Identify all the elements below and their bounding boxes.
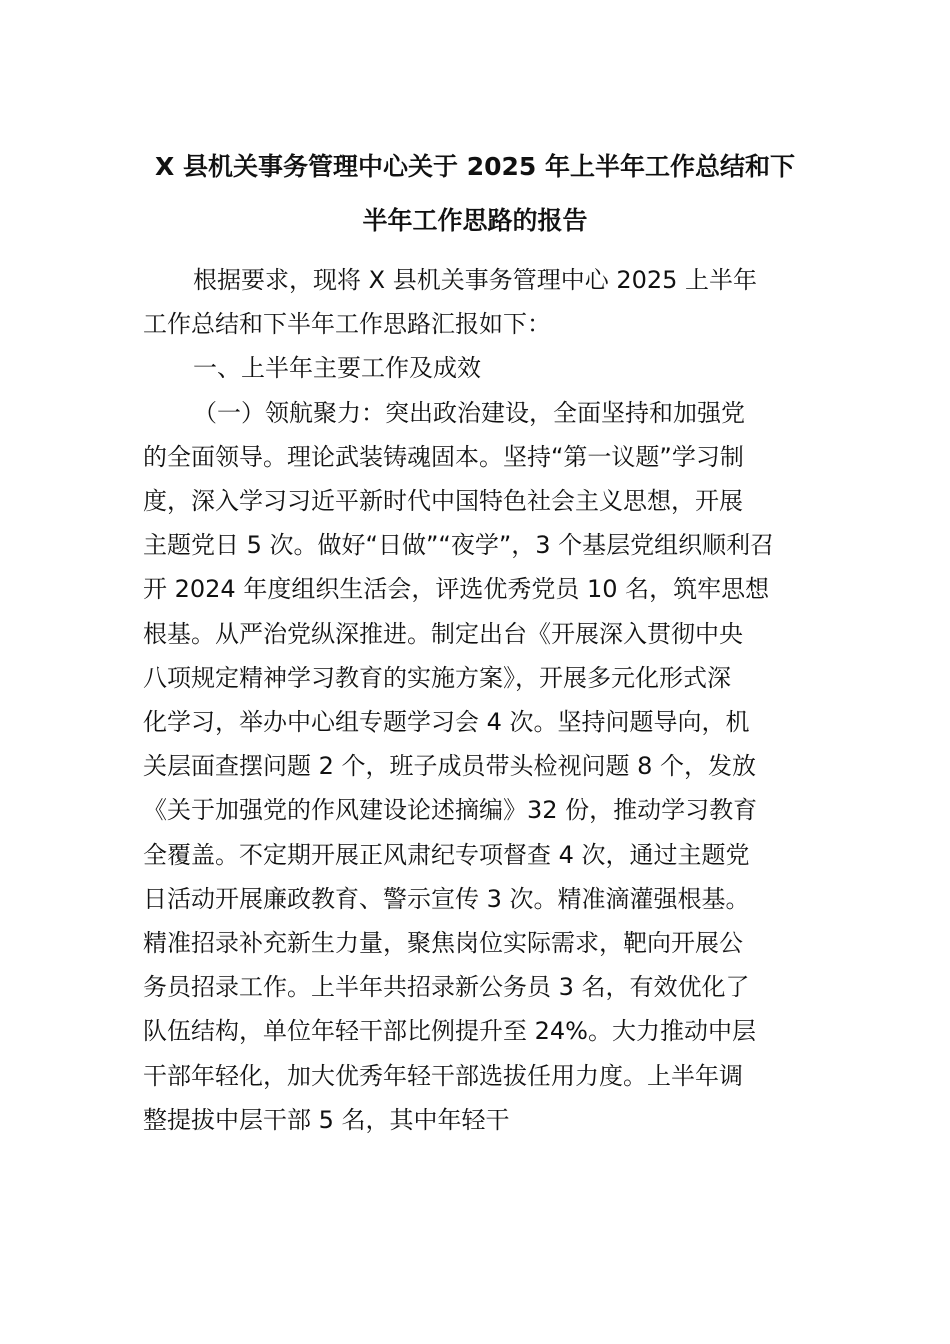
document-title: [140, 140, 810, 248]
paragraph-line: （一）领航聚力：突出政治建设，全面坚持和加强党: [193, 398, 745, 427]
paragraph-line: 化学习，举办中心组专题学习会 4 次。坚持问题导向，机: [143, 708, 750, 737]
section-heading: [143, 346, 811, 390]
paragraph-line: 精准招录补充新生力量，聚焦岗位实际需求，靶向开展公: [143, 929, 743, 958]
paragraph-line: 八项规定精神学习教育的实施方案》，开展多元化形式深: [143, 663, 731, 692]
paragraph-line: 度，深入学习习近平新时代中国特色社会主义思想，开展: [143, 487, 743, 516]
paragraph-line: 开 2024 年度组织生活会，评选优秀党员 10 名，筑牢思想: [143, 575, 770, 604]
paragraph-line: 工作总结和下半年工作思路汇报如下：: [143, 310, 551, 339]
paragraph-line: 干部年轻化，加大优秀年轻干部选拔任用力度。上半年调: [143, 1061, 743, 1090]
paragraph-line: 主题党日 5 次。做好“日做”“夜学”，3 个基层党组织顺利召: [143, 531, 775, 560]
paragraph-line: 整提拔中层干部 5 名，其中年轻干: [143, 1105, 510, 1134]
paragraph-line: 《关于加强党的作风建设论述摘编》32 份，推动学习教育: [143, 796, 758, 825]
intro-paragraph: [143, 258, 811, 346]
section-heading-text: 一、上半年主要工作及成效: [193, 354, 481, 383]
paragraph-line: 日活动开展廉政教育、警示宣传 3 次。精准滴灌强根基。: [143, 884, 750, 913]
paragraph-line: 根据要求，现将 X 县机关事务管理中心 2025 上半年: [193, 266, 758, 294]
title-line: 半年工作思路的报告: [362, 206, 588, 235]
paragraph-line: 关层面查摆问题 2 个，班子成员带头检视问题 8 个，发放: [143, 752, 757, 781]
paragraph-line: 根基。从严治党纵深推进。制定出台《开展深入贯彻中央: [143, 619, 743, 648]
document-body: [143, 258, 811, 1142]
body-paragraph: [143, 391, 811, 1142]
paragraph-line: 全覆盖。不定期开展正风肃纪专项督查 4 次，通过主题党: [143, 840, 750, 869]
paragraph-line: 队伍结构，单位年轻干部比例提升至 24%。大力推动中层: [143, 1017, 756, 1046]
title-line: X 县机关事务管理中心关于 2025 年上半年工作总结和下: [155, 152, 795, 181]
paragraph-line: 的全面领导。理论武装铸魂固本。坚持“第一议题”学习制: [143, 442, 744, 471]
paragraph-line: 务员招录工作。上半年共招录新公务员 3 名，有效优化了: [143, 973, 750, 1002]
